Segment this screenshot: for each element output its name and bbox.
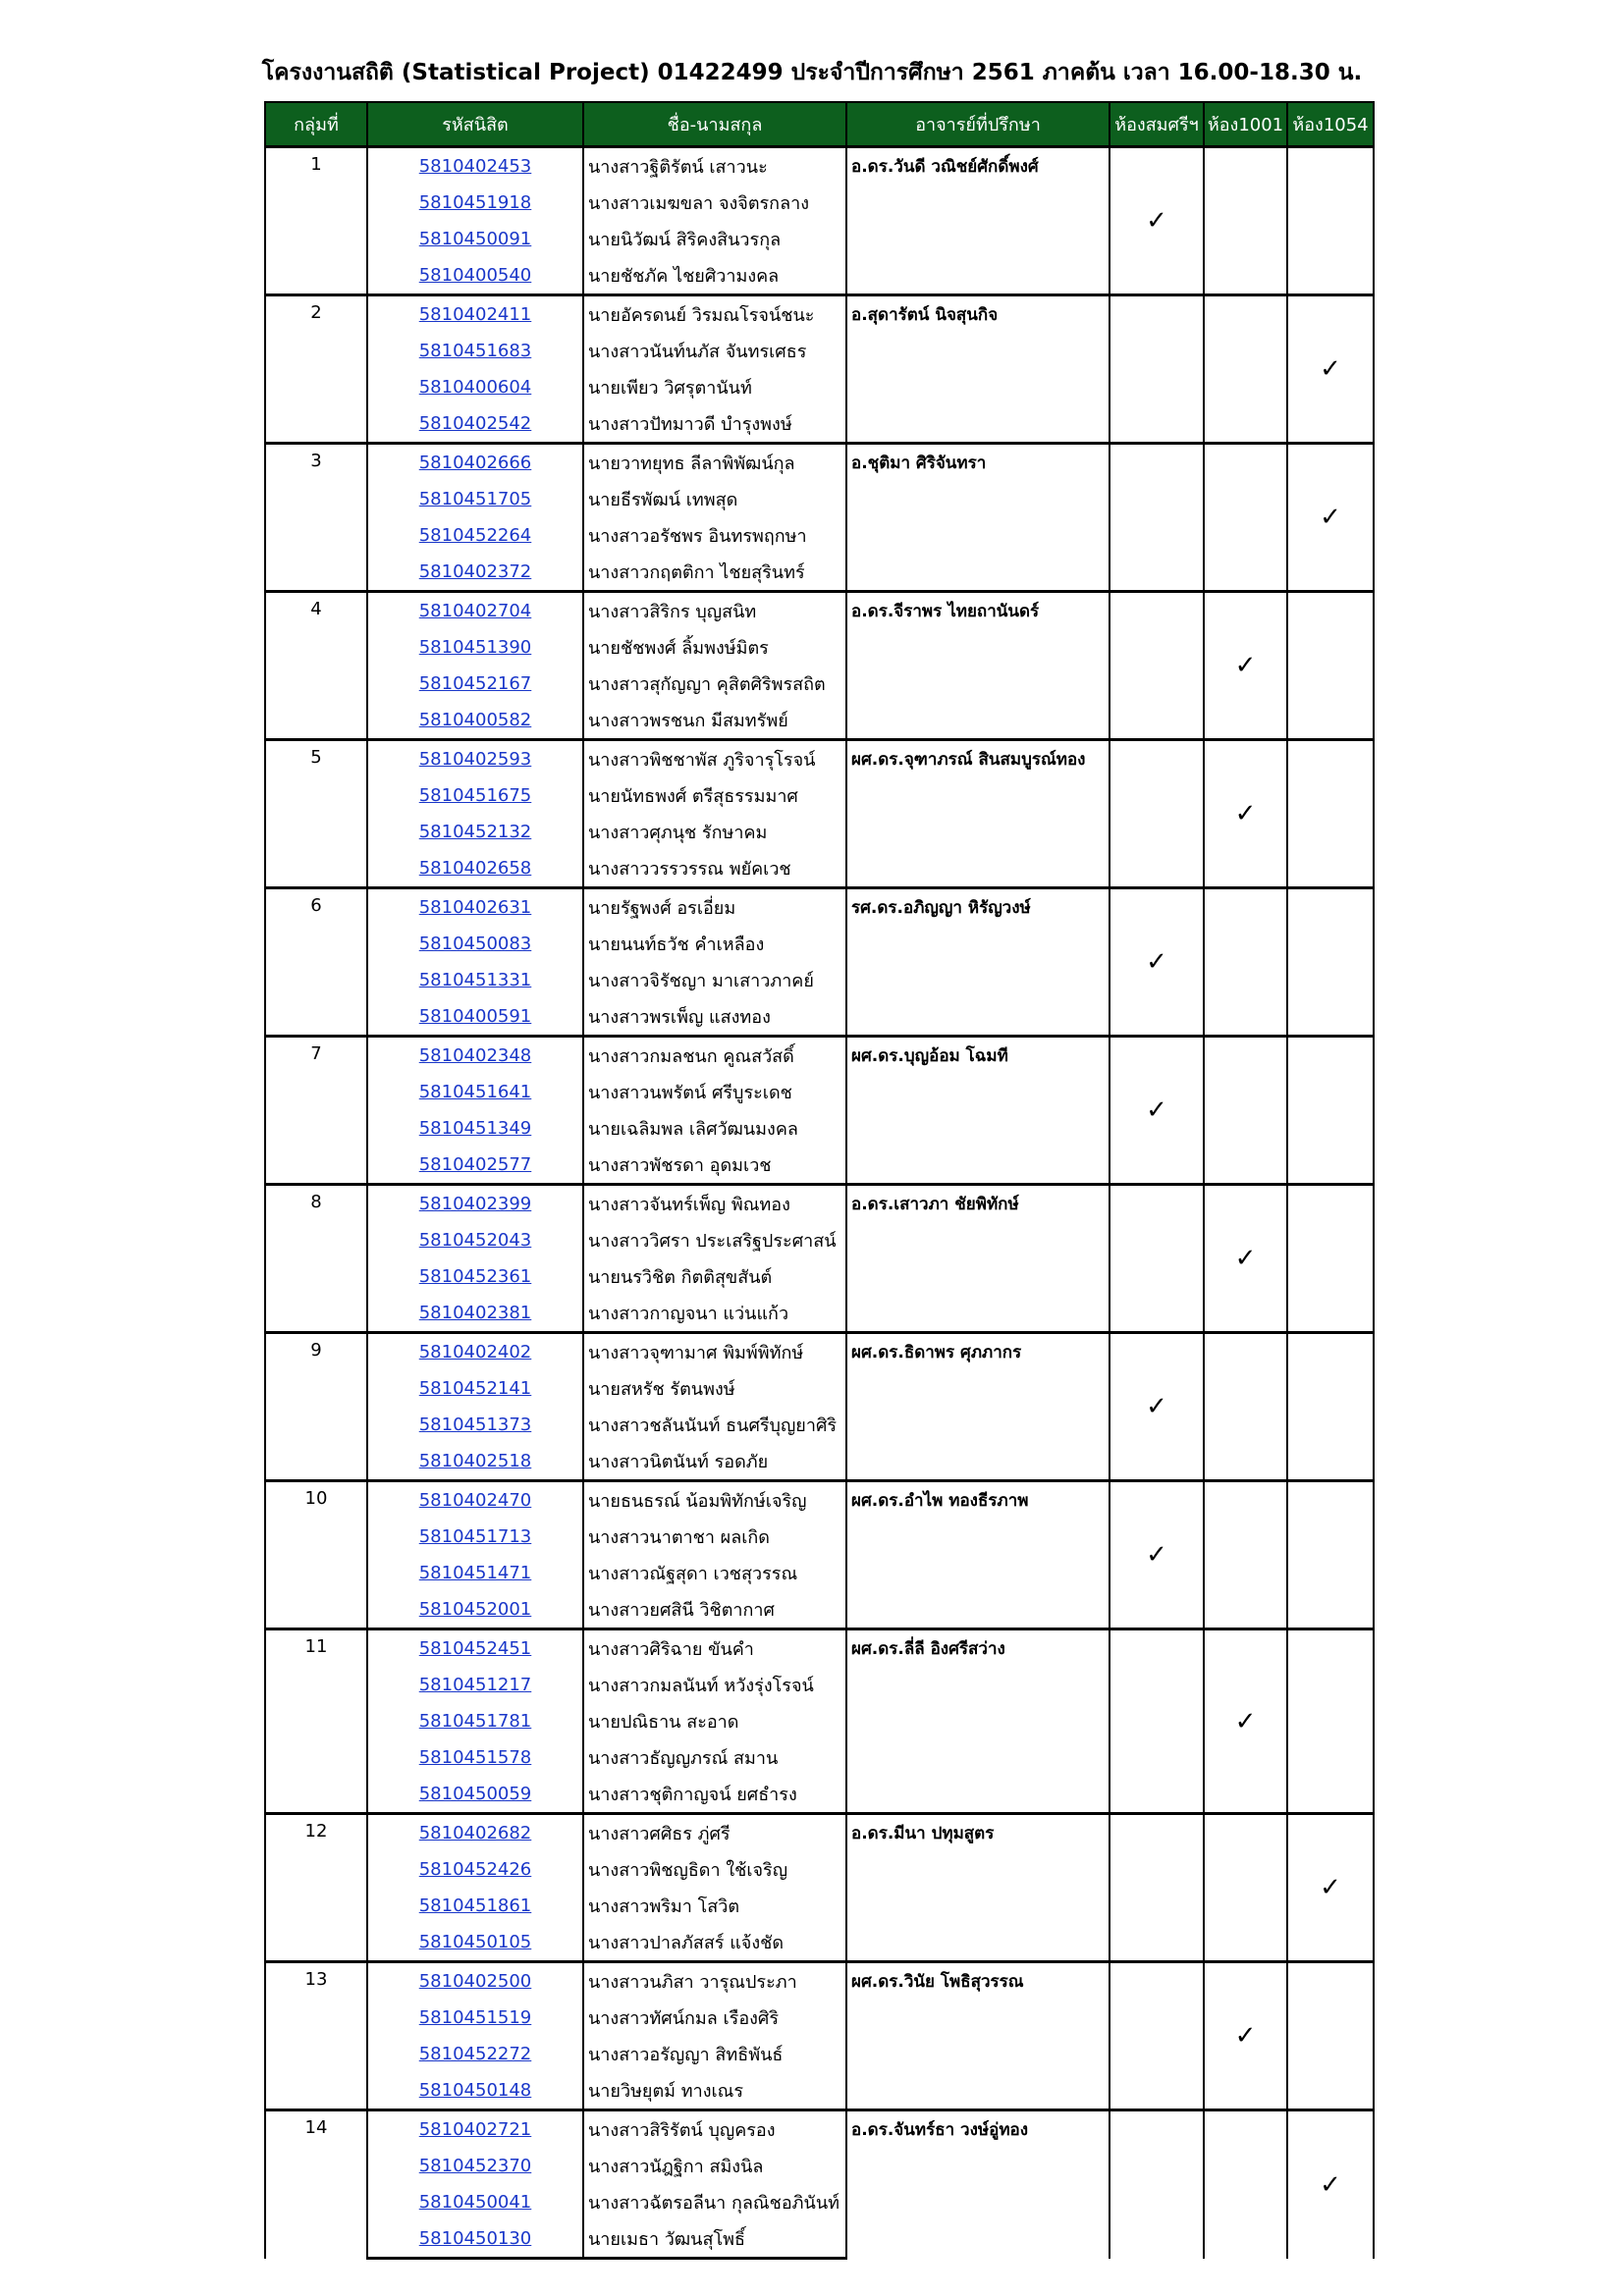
student-name: นางสาวนัฎฐิกา สมิงนิล	[583, 2148, 846, 2184]
student-name: นางสาวนพรัตน์ ศรีบูระเดช	[583, 1074, 846, 1110]
header-student-id: รหัสนิสิต	[367, 102, 583, 147]
advisor-name: ผศ.ดร.ลี่ลี อิงศรีสว่าง	[846, 1629, 1110, 1814]
student-name: นายชัชพงศ์ ลิ้มพงษ์มิตร	[583, 629, 846, 666]
advisor-name: อ.สุดารัตน์ นิจสุนกิจ	[846, 295, 1110, 444]
advisor-name: ผศ.ดร.อำไพ ทองธีรภาพ	[846, 1481, 1110, 1629]
student-name: นางสาวชลันนันท์ ธนศรีบุญยาศิริ	[583, 1407, 846, 1443]
student-id-cell	[367, 962, 583, 998]
room-1054-cell	[1287, 1333, 1374, 1481]
student-id-link[interactable]: 5810452370	[418, 2156, 532, 2176]
room-1001-cell	[1204, 888, 1287, 1037]
student-name: นางสาวพัชรดา อุดมเวช	[583, 1147, 846, 1185]
student-id-cell	[367, 221, 583, 257]
student-id-link[interactable]: 5810402372	[418, 561, 532, 582]
group-number: 12	[265, 1814, 367, 1962]
student-name: นางสาวฐิติรัตน์ เสาวนะ	[583, 147, 846, 186]
student-id-cell	[367, 1074, 583, 1110]
room-1054-cell	[1287, 444, 1374, 592]
student-id-link[interactable]: 5810452264	[418, 525, 532, 546]
student-id-link[interactable]: 5810451683	[418, 341, 532, 361]
room-1001-cell	[1204, 147, 1287, 295]
advisor-name: รศ.ดร.อภิญญา หิรัญวงษ์	[846, 888, 1110, 1037]
room-1001-cell	[1204, 295, 1287, 444]
page-title: โครงงานสถิติ (Statistical Project) 01422499 ประจำปีการศึกษา 2561 ภาคต้น เวลา 16.00-18.30 น.	[261, 60, 1363, 85]
student-name: นางสาวกมลนันท์ หวังรุ่งโรจน์	[583, 1667, 846, 1703]
student-id-link[interactable]: 5810452043	[418, 1230, 532, 1251]
student-name: นางสาวฉัตรอลีนา กุลณิชอภินันท์	[583, 2184, 846, 2220]
student-id-cell	[367, 1258, 583, 1295]
student-name: นางสาวอรัชพร อินทรพฤกษา	[583, 517, 846, 554]
check-mark-icon: ✓	[1234, 1706, 1257, 1736]
student-name: นางสาวพริมา โสวิต	[583, 1888, 846, 1924]
table-row	[265, 1185, 1374, 1223]
room-1054-cell	[1287, 1814, 1374, 1962]
student-id-cell	[367, 2110, 583, 2149]
student-id-link[interactable]: 5810451713	[418, 1526, 532, 1547]
student-id-cell	[367, 1443, 583, 1481]
student-id-cell	[367, 1481, 583, 1520]
student-id-link[interactable]: 5810450041	[418, 2192, 532, 2213]
table-row	[265, 1629, 1374, 1668]
check-mark-icon: ✓	[1146, 1392, 1167, 1421]
student-id-link[interactable]: 5810452141	[418, 1378, 532, 1399]
room-1001-cell	[1204, 740, 1287, 888]
student-id-link[interactable]: 5810451217	[418, 1675, 532, 1695]
room-1054-cell	[1287, 592, 1374, 740]
room-1054-cell	[1287, 147, 1374, 295]
student-id-cell	[367, 2148, 583, 2184]
student-id-link[interactable]: 5810402411	[418, 304, 532, 325]
table-row	[265, 1962, 1374, 2001]
student-name: นางสาวยศสินี วิชิตากาศ	[583, 1591, 846, 1629]
student-name: นายวิษยุตม์ ทางเณร	[583, 2072, 846, 2110]
student-id-cell	[367, 295, 583, 334]
advisor-name: อ.ชุติมา ศิริจันทรา	[846, 444, 1110, 592]
student-id-link[interactable]: 5810400591	[418, 1006, 532, 1027]
table-row	[265, 2110, 1374, 2149]
student-id-cell	[367, 740, 583, 778]
student-id-link[interactable]: 5810450083	[418, 934, 532, 954]
student-name: นายนัทธพงศ์ ตรีสุธรรมมาศ	[583, 777, 846, 814]
student-name: นางสาวนันท์นภัส จันทรเศธร	[583, 333, 846, 369]
room-somsri-cell	[1110, 2110, 1204, 2259]
student-id-link[interactable]: 5810402500	[418, 1971, 532, 1992]
room-1054-cell	[1287, 2110, 1374, 2259]
student-id-link[interactable]: 5810402399	[418, 1194, 532, 1214]
room-somsri-cell	[1110, 1037, 1204, 1185]
student-name: นางสาวธัญญภรณ์ สมาน	[583, 1739, 846, 1776]
student-name: นางสาวกมลชนก คูณสวัสดิ์	[583, 1037, 846, 1075]
advisor-name: อ.ดร.จีราพร ไทยถานันดร์	[846, 592, 1110, 740]
student-id-cell	[367, 926, 583, 962]
room-somsri-cell	[1110, 1481, 1204, 1629]
student-id-cell	[367, 369, 583, 405]
student-id-link[interactable]: 5810402348	[418, 1045, 532, 1066]
room-1054-cell	[1287, 1037, 1374, 1185]
student-name: นางสาวศิริฉาย ขันคำ	[583, 1629, 846, 1668]
student-id-cell	[367, 554, 583, 592]
student-id-cell	[367, 1591, 583, 1629]
student-name: นางสาวสิริกร บุญสนิท	[583, 592, 846, 630]
student-id-link[interactable]: 5810452272	[418, 2044, 532, 2064]
student-id-cell	[367, 1814, 583, 1852]
student-id-link[interactable]: 5810452132	[418, 822, 532, 842]
room-1001-cell	[1204, 1629, 1287, 1814]
student-name: นางสาวสุกัญญา คุสิตศิริพรสถิต	[583, 666, 846, 702]
student-name: นายนิวัฒน์ สิริคงสินวรกุล	[583, 221, 846, 257]
student-id-link[interactable]: 5810402631	[418, 897, 532, 918]
student-id-cell	[367, 1962, 583, 2001]
table-row	[265, 1333, 1374, 1371]
student-id-cell	[367, 1924, 583, 1962]
student-id-link[interactable]: 5810402470	[418, 1490, 532, 1511]
student-id-cell	[367, 1667, 583, 1703]
student-id-cell	[367, 1851, 583, 1888]
student-id-link[interactable]: 5810400540	[418, 265, 532, 286]
student-name: นางสาวเมฆขลา จงจิตรกลาง	[583, 185, 846, 221]
room-somsri-cell	[1110, 888, 1204, 1037]
group-number: 10	[265, 1481, 367, 1629]
group-number: 7	[265, 1037, 367, 1185]
advisor-name: ผศ.ดร.วินัย โพธิสุวรรณ	[846, 1962, 1110, 2110]
student-id-link[interactable]: 5810451471	[418, 1563, 532, 1583]
student-id-cell	[367, 1739, 583, 1776]
student-id-link[interactable]: 5810451519	[418, 2007, 532, 2028]
student-id-cell	[367, 2072, 583, 2110]
room-somsri-cell	[1110, 1185, 1204, 1333]
student-name: นายรัฐพงศ์ อรเอี่ยม	[583, 888, 846, 927]
group-number: 1	[265, 147, 367, 295]
room-1054-cell	[1287, 1962, 1374, 2110]
student-id-cell	[367, 2184, 583, 2220]
room-1001-cell	[1204, 1037, 1287, 1185]
student-name: นายเมธา วัฒนสุโพธิ์	[583, 2220, 846, 2259]
student-id-cell	[367, 185, 583, 221]
student-name: นางสาวชุติกาญจน์ ยศธำรง	[583, 1776, 846, 1814]
student-name: นางสาววิศรา ประเสริฐประศาสน์	[583, 1222, 846, 1258]
table-row	[265, 1814, 1374, 1852]
student-id-link[interactable]: 5810451390	[418, 637, 532, 658]
student-id-cell	[367, 444, 583, 482]
group-number: 13	[265, 1962, 367, 2110]
table-row	[265, 888, 1374, 927]
check-mark-icon: ✓	[1320, 2169, 1341, 2200]
advisor-name: อ.ดร.มีนา ปทุมสูตร	[846, 1814, 1110, 1962]
table-row	[265, 295, 1374, 334]
student-id-cell	[367, 1037, 583, 1075]
student-id-link[interactable]: 5810451675	[418, 785, 532, 806]
check-mark-icon: ✓	[1234, 799, 1257, 828]
project-group-table	[264, 101, 1375, 2260]
student-id-link[interactable]: 5810451918	[418, 192, 532, 213]
student-id-cell	[367, 1110, 583, 1147]
student-name: นางสาวกฤตติกา ไชยสุรินทร์	[583, 554, 846, 592]
room-somsri-cell	[1110, 1814, 1204, 1962]
room-1001-cell	[1204, 1185, 1287, 1333]
student-id-link[interactable]: 5810402381	[418, 1303, 532, 1323]
advisor-name: อ.ดร.จันทร์ธา วงษ์อู่ทอง	[846, 2110, 1110, 2259]
student-id-link[interactable]: 5810402666	[418, 453, 532, 473]
group-number: 6	[265, 888, 367, 1037]
room-somsri-cell	[1110, 444, 1204, 592]
header-room-somsri: ห้องสมศรีฯ	[1110, 102, 1204, 147]
student-name: นางสาวกาญจนา แว่นแก้ว	[583, 1295, 846, 1333]
student-id-link[interactable]: 5810400582	[418, 710, 532, 730]
student-id-cell	[367, 1407, 583, 1443]
student-id-link[interactable]: 5810451349	[418, 1118, 532, 1139]
student-name: นายอัครดนย์ วิรมณโรจน์ชนะ	[583, 295, 846, 334]
room-somsri-cell	[1110, 1629, 1204, 1814]
room-1001-cell	[1204, 1814, 1287, 1962]
student-id-cell	[367, 702, 583, 740]
student-name: นางสาวจิรัชญา มาเสาวภาคย์	[583, 962, 846, 998]
student-name: นางสาววรรวรรณ พยัคเวช	[583, 850, 846, 888]
student-id-cell	[367, 2220, 583, 2259]
student-name: นางสาวอรัญญา สิทธิพันธ์	[583, 2036, 846, 2072]
student-id-link[interactable]: 5810400604	[418, 377, 532, 398]
student-id-cell	[367, 1888, 583, 1924]
student-id-cell	[367, 1370, 583, 1407]
student-id-link[interactable]: 5810452451	[418, 1638, 532, 1659]
student-id-cell	[367, 2000, 583, 2036]
table-body	[265, 147, 1374, 2259]
student-name: นางสาวนภิสา วารุณประภา	[583, 1962, 846, 2001]
student-name: นายธนธรณ์ น้อมพิทักษ์เจริญ	[583, 1481, 846, 1520]
student-id-link[interactable]: 5810450148	[418, 2080, 532, 2101]
student-id-link[interactable]: 5810402453	[418, 156, 532, 177]
student-id-cell	[367, 666, 583, 702]
header-name: ชื่อ-นามสกุล	[583, 102, 846, 147]
group-number: 14	[265, 2110, 367, 2259]
student-id-cell	[367, 517, 583, 554]
check-mark-icon: ✓	[1146, 1095, 1167, 1125]
student-id-cell	[367, 777, 583, 814]
student-id-cell	[367, 1703, 583, 1739]
advisor-name: อ.ดร.วันดี วณิชย์ศักดิ์พงศ์	[846, 147, 1110, 295]
student-id-cell	[367, 1147, 583, 1185]
room-1001-cell	[1204, 444, 1287, 592]
room-somsri-cell	[1110, 592, 1204, 740]
student-id-link[interactable]: 5810452167	[418, 673, 532, 694]
room-1001-cell	[1204, 2110, 1287, 2259]
table-row	[265, 147, 1374, 186]
student-name: นางสาวปัทมาวดี บำรุงพงษ์	[583, 405, 846, 444]
student-name: นายสหรัช รัตนพงษ์	[583, 1370, 846, 1407]
advisor-name: ผศ.ดร.จุฑาภรณ์ สินสมบูรณ์ทอง	[846, 740, 1110, 888]
group-number: 9	[265, 1333, 367, 1481]
student-name: นางสาวจุฑามาศ พิมพ์พิทักษ์	[583, 1333, 846, 1371]
student-name: นางสาวพิชชาพัส ภูริจารุโรจน์	[583, 740, 846, 778]
advisor-name: ผศ.ดร.บุญอ้อม โฉมที	[846, 1037, 1110, 1185]
student-id-cell	[367, 1519, 583, 1555]
table-row	[265, 1481, 1374, 1520]
student-id-cell	[367, 1776, 583, 1814]
student-id-link[interactable]: 5810402542	[418, 413, 532, 434]
header-advisor: อาจารย์ที่ปรึกษา	[846, 102, 1110, 147]
table-row	[265, 592, 1374, 630]
student-id-cell	[367, 257, 583, 295]
header-room-1001: ห้อง1001	[1204, 102, 1287, 147]
student-id-cell	[367, 1629, 583, 1668]
student-id-link[interactable]: 5810450130	[418, 2228, 532, 2249]
student-id-link[interactable]: 5810402704	[418, 601, 532, 621]
student-id-cell	[367, 333, 583, 369]
student-id-cell	[367, 850, 583, 888]
student-name: นางสาวปาลภัสสร์ แจ้งชัด	[583, 1924, 846, 1962]
student-id-cell	[367, 888, 583, 927]
room-1001-cell	[1204, 1481, 1287, 1629]
student-id-link[interactable]: 5810452361	[418, 1266, 532, 1287]
header-room-1054: ห้อง1054	[1287, 102, 1374, 147]
room-1054-cell	[1287, 1629, 1374, 1814]
student-id-cell	[367, 481, 583, 517]
table-header-row	[265, 102, 1374, 147]
student-name: นายเพียว วิศรุตานันท์	[583, 369, 846, 405]
check-mark-icon: ✓	[1234, 651, 1257, 680]
group-number: 2	[265, 295, 367, 444]
student-name: นายธีรพัฒน์ เทพสุด	[583, 481, 846, 517]
student-name: นายปณิธาน สะอาด	[583, 1703, 846, 1739]
student-id-cell	[367, 1295, 583, 1333]
check-mark-icon: ✓	[1234, 2021, 1257, 2051]
student-name: นายเฉลิมพล เลิศวัฒนมงคล	[583, 1110, 846, 1147]
check-mark-icon: ✓	[1146, 947, 1167, 977]
student-id-link[interactable]: 5810451641	[418, 1082, 532, 1102]
student-id-cell	[367, 1185, 583, 1223]
student-id-cell	[367, 405, 583, 444]
student-name: นางสาวณัฐสุดา เวชสุวรรณ	[583, 1555, 846, 1591]
advisor-name: ผศ.ดร.ธิดาพร ศุภภากร	[846, 1333, 1110, 1481]
student-id-cell	[367, 629, 583, 666]
student-name: นางสาวศศิธร ภู่ศรี	[583, 1814, 846, 1852]
room-somsri-cell	[1110, 1962, 1204, 2110]
student-id-cell	[367, 592, 583, 630]
student-name: นางสาวสิริรัตน์ บุญครอง	[583, 2110, 846, 2149]
student-id-link[interactable]: 5810402518	[418, 1451, 532, 1471]
student-id-link[interactable]: 5810402658	[418, 858, 532, 879]
student-id-link[interactable]: 5810451705	[418, 489, 532, 509]
room-1054-cell	[1287, 740, 1374, 888]
student-id-cell	[367, 814, 583, 850]
student-name: นางสาวพรชนก มีสมทรัพย์	[583, 702, 846, 740]
room-1054-cell	[1287, 1185, 1374, 1333]
room-somsri-cell	[1110, 740, 1204, 888]
student-name: นางสาวศุภนุช รักษาคม	[583, 814, 846, 850]
group-number: 3	[265, 444, 367, 592]
student-name: นายนรวิชิต กิตติสุขสันต์	[583, 1258, 846, 1295]
student-name: นางสาวจันทร์เพ็ญ พิณทอง	[583, 1185, 846, 1223]
room-1001-cell	[1204, 1333, 1287, 1481]
student-name: นายชัชภัค ไชยศิวามงคล	[583, 257, 846, 295]
student-id-link[interactable]: 5810402682	[418, 1823, 532, 1843]
room-somsri-cell	[1110, 147, 1204, 295]
group-number: 8	[265, 1185, 367, 1333]
student-name: นายวาทยุทธ ลีลาพิพัฒน์กุล	[583, 444, 846, 482]
room-1054-cell	[1287, 295, 1374, 444]
room-1054-cell	[1287, 888, 1374, 1037]
room-somsri-cell	[1110, 295, 1204, 444]
student-id-link[interactable]: 5810451373	[418, 1415, 532, 1435]
group-number: 5	[265, 740, 367, 888]
student-id-cell	[367, 147, 583, 186]
room-1001-cell	[1204, 1962, 1287, 2110]
student-name: นางสาวพรเพ็ญ แสงทอง	[583, 998, 846, 1037]
check-mark-icon: ✓	[1234, 1244, 1257, 1273]
student-id-cell	[367, 1222, 583, 1258]
student-id-link[interactable]: 5810452426	[418, 1859, 532, 1880]
table-row	[265, 740, 1374, 778]
student-name: นางสาวทัศน์กมล เรืองศิริ	[583, 2000, 846, 2036]
advisor-name: อ.ดร.เสาวภา ชัยพิทักษ์	[846, 1185, 1110, 1333]
student-id-link[interactable]: 5810451861	[418, 1896, 532, 1916]
check-mark-icon: ✓	[1146, 1540, 1167, 1570]
table-row	[265, 444, 1374, 482]
check-mark-icon: ✓	[1146, 206, 1167, 236]
student-name: นางสาวนิตนันท์ รอดภัย	[583, 1443, 846, 1481]
student-name: นายนนท์ธวัช คำเหลือง	[583, 926, 846, 962]
room-1054-cell	[1287, 1481, 1374, 1629]
header-group: กลุ่มที่	[265, 102, 367, 147]
student-id-link[interactable]: 5810451781	[418, 1711, 532, 1732]
student-id-cell	[367, 1555, 583, 1591]
student-id-link[interactable]: 5810451578	[418, 1747, 532, 1768]
student-id-link[interactable]: 5810450091	[418, 229, 532, 249]
student-id-link[interactable]: 5810402721	[418, 2119, 532, 2140]
student-id-cell	[367, 2036, 583, 2072]
student-id-cell	[367, 998, 583, 1037]
student-name: นางสาวนาตาชา ผลเกิด	[583, 1519, 846, 1555]
check-mark-icon: ✓	[1320, 1873, 1341, 1902]
room-somsri-cell	[1110, 1333, 1204, 1481]
group-number: 4	[265, 592, 367, 740]
room-1001-cell	[1204, 592, 1287, 740]
student-id-cell	[367, 1333, 583, 1371]
student-id-link[interactable]: 5810450059	[418, 1784, 532, 1804]
student-id-link[interactable]: 5810402593	[418, 749, 532, 770]
check-mark-icon: ✓	[1320, 503, 1341, 532]
student-id-link[interactable]: 5810402577	[418, 1154, 532, 1175]
table-row	[265, 1037, 1374, 1075]
student-id-link[interactable]: 5810451331	[418, 970, 532, 990]
student-id-link[interactable]: 5810402402	[418, 1342, 532, 1362]
group-number: 11	[265, 1629, 367, 1814]
student-id-link[interactable]: 5810452001	[418, 1599, 532, 1620]
student-id-link[interactable]: 5810450105	[418, 1932, 532, 1952]
student-name: นางสาวพิชญธิดา ใช้เจริญ	[583, 1851, 846, 1888]
check-mark-icon: ✓	[1320, 354, 1341, 384]
